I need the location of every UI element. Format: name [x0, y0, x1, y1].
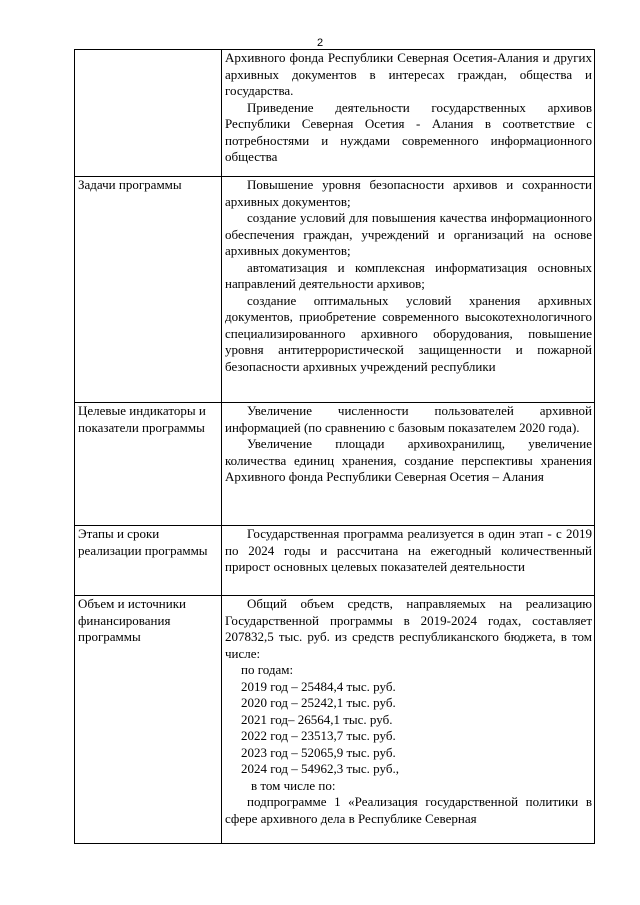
- indicator-item: Увеличение площади архивохранилищ, увеличение количества единиц хранения, создание перспективы хранения Архивного фонда Республики Северная Осетия – Алания: [225, 436, 592, 484]
- table-row: [75, 50, 595, 177]
- goal-paragraph-2: Приведение деятельности государственных архивов Республики Северная Осетия - Алания в соответствие с потребностями и нуждами современного информационного общества: [225, 99, 592, 164]
- funding-year-item: 2024 год – 54962,3 тыс. руб.,: [241, 761, 399, 776]
- indicator-item: Увеличение численности пользователей архивной информацией (по сравнению с базовым показателем 2020 года).: [225, 403, 592, 435]
- row-label-funding: Объем и источники финансирования программы: [75, 596, 222, 844]
- row-content-goal: [222, 50, 595, 177]
- table-row: [75, 526, 595, 596]
- subprogram-paragraph: подпрограмме 1 «Реализация государственной политики в сфере архивного дела в Республике Северная: [225, 794, 592, 826]
- row-label-stages: Этапы и сроки реализации программы: [75, 526, 222, 596]
- table-row: [75, 177, 595, 403]
- funding-year-item: 2023 год – 52065,9 тыс. руб.: [241, 744, 396, 760]
- task-item: автоматизация и комплексная информатизация основных направлений деятельности архивов;: [225, 259, 592, 291]
- row-label-tasks: Задачи программы: [75, 177, 222, 403]
- row-content-stages: [222, 526, 595, 596]
- row-label-indicators: Целевые индикаторы и показатели программы: [75, 403, 222, 526]
- task-item: Повышение уровня безопасности архивов и сохранности архивных документов;: [225, 177, 592, 209]
- task-item: создание условий для повышения качества информационного обеспечения граждан, учреждений и организаций на основе архивных документов;: [225, 210, 592, 258]
- goal-paragraph-1: Архивного фонда Республики Северная Осетия-Алания и других архивных документов в интересах граждан, общества и государства.: [225, 50, 592, 98]
- funding-year-item: 2021 год– 26564,1 тыс. руб.: [241, 711, 393, 727]
- funding-intro: Общий объем средств, направляемых на реализацию Государственной программы в 2019-2024 годах, составляет 207832,5 тыс. руб. из средств республиканского бюджета, в том числе:: [225, 596, 592, 661]
- funding-year-item: 2022 год – 23513,7 тыс. руб.: [241, 728, 396, 743]
- row-content-funding: [222, 596, 595, 844]
- page-number: 2: [316, 37, 324, 49]
- by-years-label: по годам:: [241, 662, 294, 677]
- including-label: в том числе по:: [251, 777, 336, 793]
- program-passport-table: [74, 49, 595, 844]
- row-content-indicators: [222, 403, 595, 526]
- table-row: [75, 403, 595, 526]
- table-row: [75, 596, 595, 844]
- task-item: создание оптимальных условий хранения архивных документов, приобретение современного высокотехнологичного специализированного архивного оборудования, повышение уровня антитеррористической защищенности и пожарной безопасности архивных учреждений республики: [225, 292, 592, 374]
- funding-year-item: 2019 год – 25484,4 тыс. руб.: [241, 678, 396, 694]
- row-content-tasks: [222, 177, 595, 403]
- funding-year-item: 2020 год – 25242,1 тыс. руб.: [241, 695, 396, 710]
- stages-paragraph: Государственная программа реализуется в один этап - с 2019 по 2024 годы и рассчитана на ежегодный количественный прирост основных целевых показателей деятельности: [225, 526, 592, 574]
- row-label-empty: [75, 50, 222, 177]
